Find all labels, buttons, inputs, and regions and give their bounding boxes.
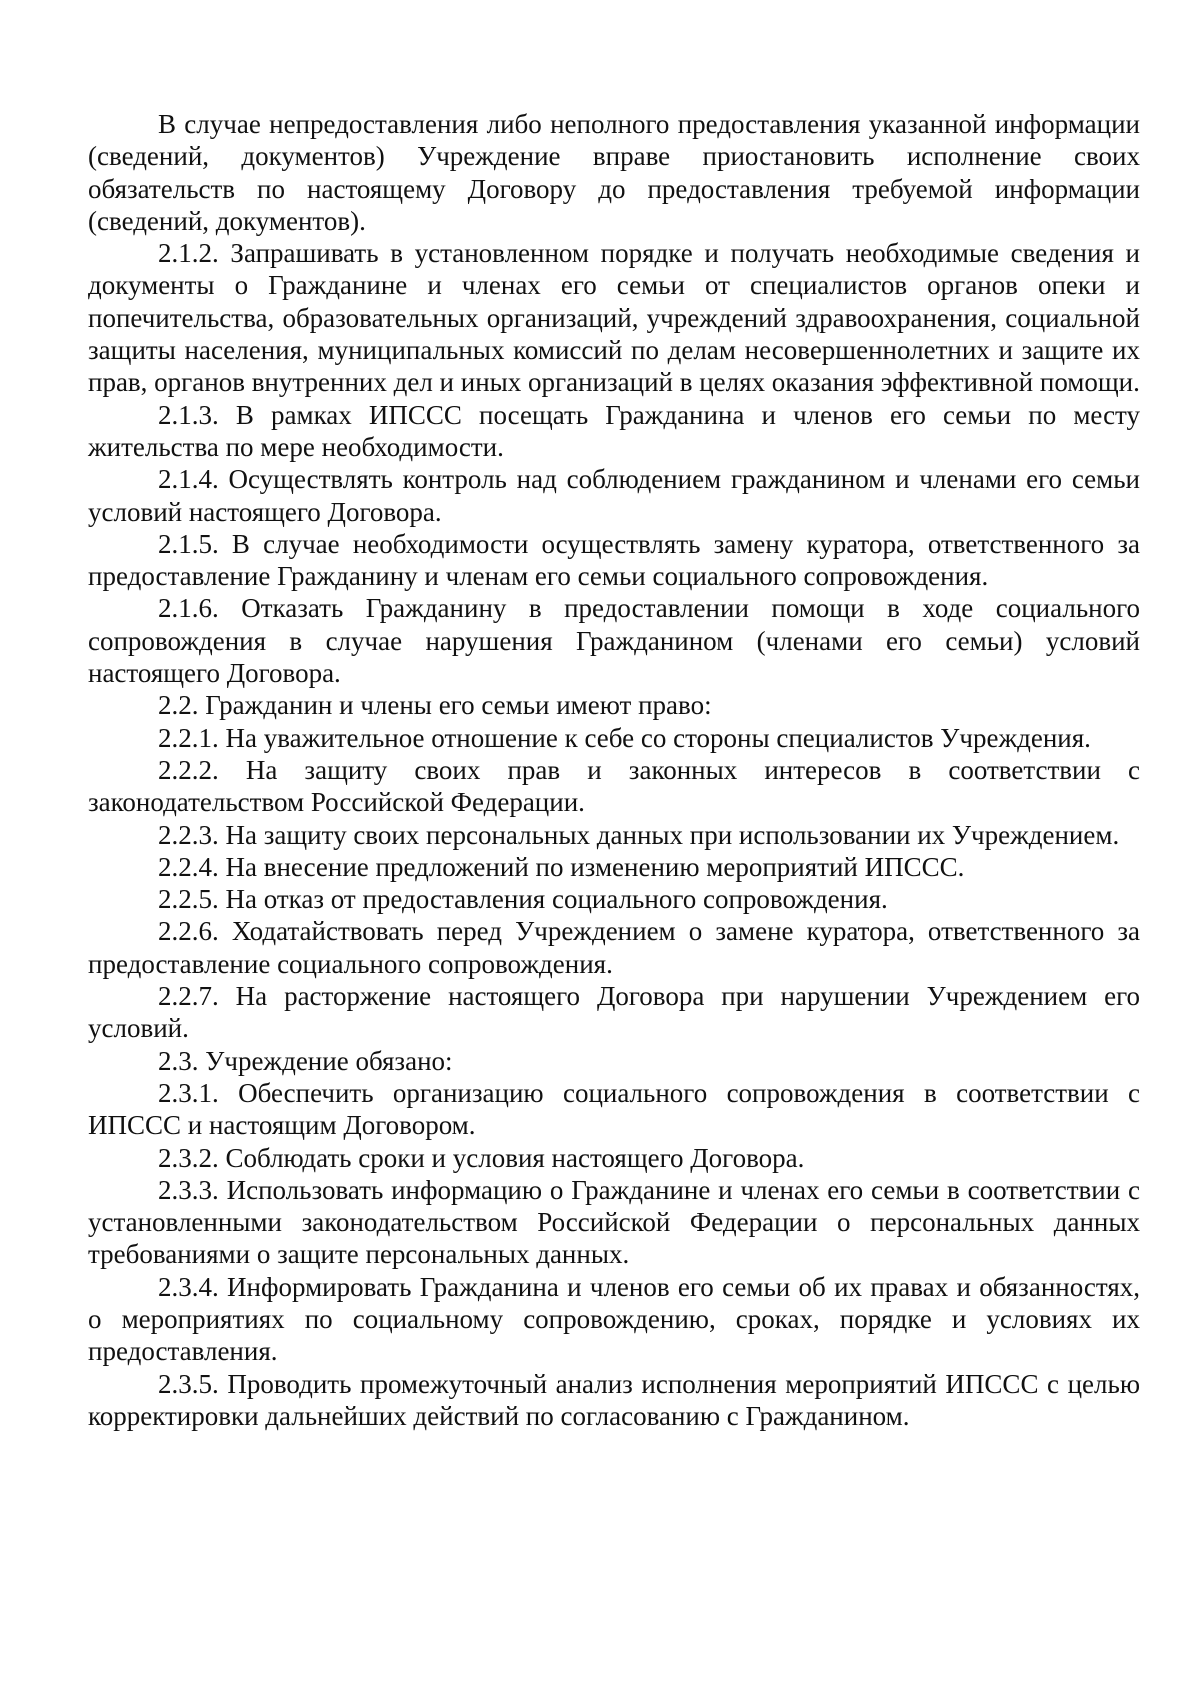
paragraph-suspension-clause: В случае непредоставления либо неполного предоставления указанной информации (сведений, документов) Учреждение вправе приостановить исполнение своих обязательств по настоящему Договору до предоставления требуемой информации (сведений, документов). (88, 109, 1140, 236)
paragraph-2-2-1: 2.2.1. На уважительное отношение к себе со стороны специалистов Учреждения. (158, 722, 1091, 753)
paragraph-2-3-heading: 2.3. Учреждение обязано: (158, 1045, 453, 1076)
paragraph-2-1-3: 2.1.3. В рамках ИПССС посещать Гражданина и членов его семьи по месту жительства по мере необходимости. (88, 399, 1140, 462)
paragraph-2-2-5: 2.2.5. На отказ от предоставления социального сопровождения. (158, 884, 888, 915)
paragraph-2-1-4: 2.1.4. Осуществлять контроль над соблюдением гражданином и членами его семьи условий настоящего Договора. (88, 464, 1140, 527)
paragraph-2-3-3: 2.3.3. Использовать информацию о Гражданине и членах его семьи в соответствии с установленными законодательством Российской Федерации о персональных данных требованиями о защите персональных данных. (88, 1174, 1140, 1270)
paragraph-2-3-1: 2.3.1. Обеспечить организацию социального сопровождения в соответствии с ИПССС и настоящим Договором. (88, 1077, 1140, 1141)
paragraph-2-2-6: 2.2.6. Ходатайствовать перед Учреждением о замене куратора, ответственного за предоставление социального сопровождения. (88, 916, 1140, 979)
paragraph-2-3-4: 2.3.4. Информировать Гражданина и членов его семьи об их правах и обязанностях, о мероприятиях по социальному сопровождению, сроках, порядке и условиях их предоставления. (88, 1271, 1140, 1367)
paragraph-2-3-2: 2.3.2. Соблюдать сроки и условия настоящего Договора. (158, 1142, 805, 1173)
paragraph-2-2-2: 2.2.2. На защиту своих прав и законных интересов в соответствии с законодательством Российской Федерации. (88, 754, 1140, 818)
paragraph-2-1-6: 2.1.6. Отказать Гражданину в предоставлении помощи в ходе социального сопровождения в случае нарушения Гражданином (членами его семьи) условий настоящего Договора. (88, 593, 1140, 689)
paragraph-2-2-heading: 2.2. Гражданин и члены его семьи имеют право: (158, 690, 712, 721)
paragraph-2-2-3: 2.2.3. На защиту своих персональных данных при использовании их Учреждением. (158, 819, 1120, 850)
document-page (88, 108, 1140, 1432)
paragraph-2-1-2: 2.1.2. Запрашивать в установленном порядке и получать необходимые сведения и документы о Гражданине и членах его семьи от специалистов органов опеки и попечительства, образовательных организаций, учреждений здравоохранения, социальной защиты населения, муниципальных комиссий по делам несовершеннолетних и защите их прав, органов внутренних дел и иных организаций в целях оказания эффективной помощи. (88, 238, 1140, 398)
paragraph-2-1-5: 2.1.5. В случае необходимости осуществлять замену куратора, ответственного за предоставление Гражданину и членам его семьи социального сопровождения. (88, 528, 1140, 592)
paragraph-2-2-7: 2.2.7. На расторжение настоящего Договора при нарушении Учреждением его условий. (88, 981, 1140, 1044)
paragraph-2-2-4: 2.2.4. На внесение предложений по изменению мероприятий ИПССС. (158, 851, 965, 882)
paragraph-2-3-5: 2.3.5. Проводить промежуточный анализ исполнения мероприятий ИПССС с целью корректировки дальнейших действий по согласованию с Гражданином. (88, 1368, 1140, 1431)
